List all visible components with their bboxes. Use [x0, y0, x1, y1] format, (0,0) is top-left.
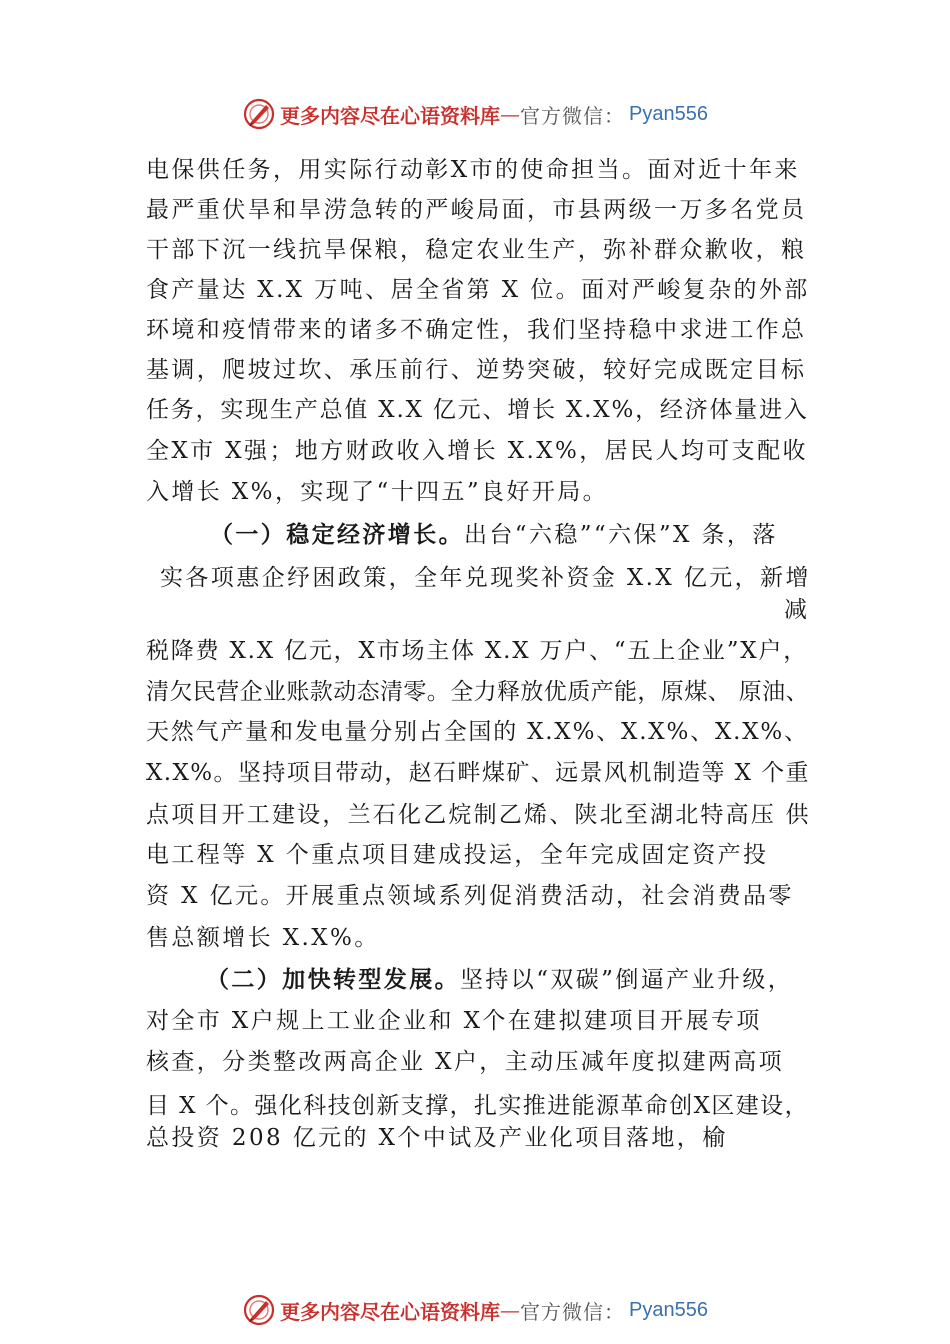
banner-wechat-id: Pyan556	[629, 102, 708, 125]
banner-dash: —	[500, 102, 521, 126]
text-line: 基调，爬坡过坎、承压前行、逆势突破，较好完成既定目标	[146, 357, 807, 383]
banner-dash: —	[500, 1298, 521, 1322]
text-line: 清欠民营企业账款动态清零。全力释放优质产能，原煤、 原油、	[146, 679, 809, 705]
text-line: 入增长 X%，实现了“十四五”良好开局。	[146, 479, 609, 505]
text-line: 任务，实现生产总值 X.X 亿元、增长 X.X%，经济体量进入	[146, 397, 809, 423]
footer-banner	[0, 1290, 950, 1330]
text-line: 点项目开工建设，兰石化乙烷制乙烯、陕北至湖北特高压 供	[146, 802, 811, 828]
text-line: 对全市 X户规上工业企业和 X个在建拟建项目开展专项	[146, 1008, 762, 1034]
banner-brand: 更多内容尽在心语资料库	[280, 103, 501, 128]
pen-logo-icon	[242, 97, 276, 131]
section-heading-line: （二）加快转型发展。坚持以“双碳”倒逼产业升级，	[206, 966, 794, 993]
section-heading-line: （一）稳定经济增长。出台“六稳”“六保”X 条，落	[210, 521, 778, 548]
text-line: 资 X 亿元。开展重点领域系列促消费活动，社会消费品零	[146, 883, 794, 909]
text-line: 最严重伏旱和旱涝急转的严峻局面，市县两级一万多名党员	[146, 197, 807, 223]
text-line: 实各项惠企纾困政策，全年兑现奖补资金 X.X 亿元，新增	[160, 565, 811, 591]
text-line: 减	[784, 597, 810, 623]
text-line: 电工程等 X 个重点项目建成投运，全年完成固定资产投	[146, 842, 769, 868]
banner-wechat-id: Pyan556	[629, 1298, 708, 1321]
text-line: X.X%。坚持项目带动，赵石畔煤矿、远景风机制造等 X 个重	[146, 760, 810, 786]
banner-wechat-label: 官方微信：	[520, 103, 626, 128]
section-heading: （一）稳定经济增长。	[210, 521, 464, 548]
text-line: 环境和疫情带来的诸多不确定性，我们坚持稳中求进工作总	[146, 317, 807, 343]
pen-logo-icon	[242, 1293, 276, 1327]
header-banner	[0, 94, 950, 134]
text-line: 税降费 X.X 亿元，X市场主体 X.X 万户、“五上企业”X户，	[146, 638, 809, 664]
text-line: 总投资 208 亿元的 X个中试及产业化项目落地，榆	[146, 1125, 728, 1151]
text-line: 天然气产量和发电量分别占全国的 X.X%、X.X%、X.X%、	[146, 719, 809, 745]
text-line: 干部下沉一线抗旱保粮，稳定农业生产，弥补群众歉收，粮	[146, 237, 807, 263]
text-line: 核查，分类整改两高企业 X户，主动压减年度拟建两高项	[146, 1049, 785, 1075]
section-heading: （二）加快转型发展。	[206, 966, 460, 993]
banner-brand: 更多内容尽在心语资料库	[280, 1299, 501, 1324]
text-line: 售总额增长 X.X%。	[146, 925, 380, 951]
text-line: 食产量达 X.X 万吨、居全省第 X 位。面对严峻复杂的外部	[146, 277, 810, 303]
text-line: 全X市 X强；地方财政收入增长 X.X%，居民人均可支配收	[146, 438, 808, 464]
text-line: 电保供任务，用实际行动彰X市的使命担当。面对近十年来	[146, 157, 800, 183]
text-line: 目 X 个。强化科技创新支撑，扎实推进能源革命创X区建设，	[146, 1093, 809, 1119]
banner-wechat-label: 官方微信：	[520, 1299, 626, 1324]
